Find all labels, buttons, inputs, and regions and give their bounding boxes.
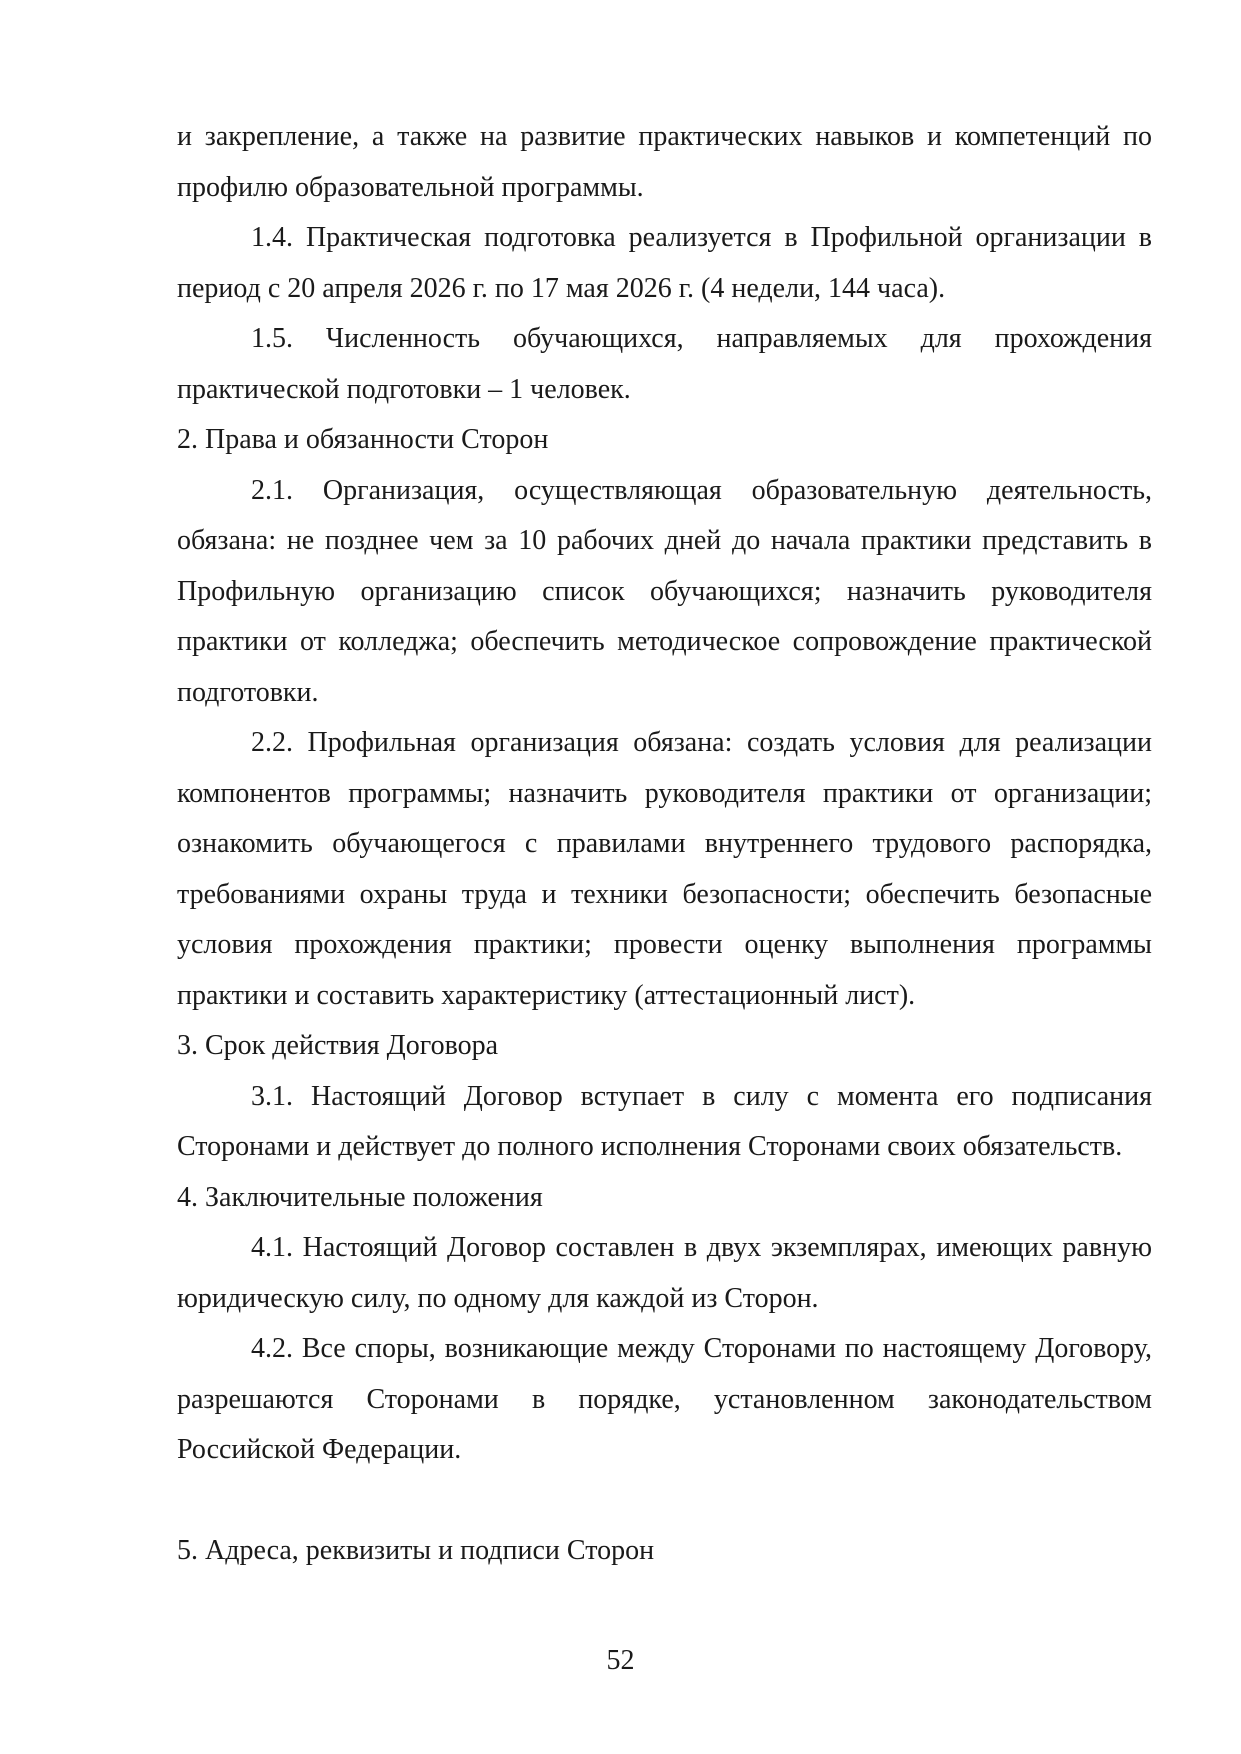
paragraph-4-2: 4.2. Все споры, возникающие между Сторонами по настоящему Договору, разрешаются Сторонами в порядке, установленном законодательством Российской Федерации. <box>177 1333 1152 1465</box>
page-number: 52 <box>606 1645 635 1676</box>
blank-line <box>177 1476 1152 1526</box>
section-heading-2: 2. Права и обязанности Сторон <box>177 424 549 455</box>
paragraph-1-5: 1.5. Численность обучающихся, направляемых для прохождения практической подготовки – 1 человек. <box>177 323 1152 405</box>
paragraph-1-4: 1.4. Практическая подготовка реализуется в Профильной организации в период с 20 апреля 2026 г. по 17 мая 2026 г. (4 недели, 144 часа). <box>177 222 1152 304</box>
section-heading-3: 3. Срок действия Договора <box>177 1030 499 1061</box>
paragraph-2-1: 2.1. Организация, осуществляющая образовательную деятельность, обязана: не позднее чем за 10 рабочих дней до начала практики представить в Профильную организацию список обучающихся; назначить руководителя практики от колледжа; обеспечить методическое сопровождение практической подготовки. <box>177 474 1152 708</box>
paragraph-2-2: 2.2. Профильная организация обязана: создать условия для реализации компонентов программы; назначить руководителя практики от организации; ознакомить обучающегося с правилами внутреннего трудового распорядка, требованиями охраны труда и техники безопасности; обеспечить безопасные условия прохождения практики; провести оценку выполнения программы практики и составить характеристику (аттестационный лист). <box>177 727 1152 1011</box>
paragraph-4-1: 4.1. Настоящий Договор составлен в двух экземплярах, имеющих равную юридическую силу, по одному для каждой из Сторон. <box>177 1232 1152 1314</box>
section-heading-4: 4. Заключительные положения <box>177 1181 543 1213</box>
document-body <box>177 112 1152 1576</box>
paragraph-3-1: 3.1. Настоящий Договор вступает в силу с момента его подписания Сторонами и действует до полного исполнения Сторонами своих обязательств. <box>177 1080 1152 1162</box>
section-heading-5: 5. Адреса, реквизиты и подписи Сторон <box>177 1534 655 1566</box>
paragraph-continuation: и закрепление, а также на развитие практических навыков и компетенций по профилю образовательной программы. <box>177 121 1152 203</box>
